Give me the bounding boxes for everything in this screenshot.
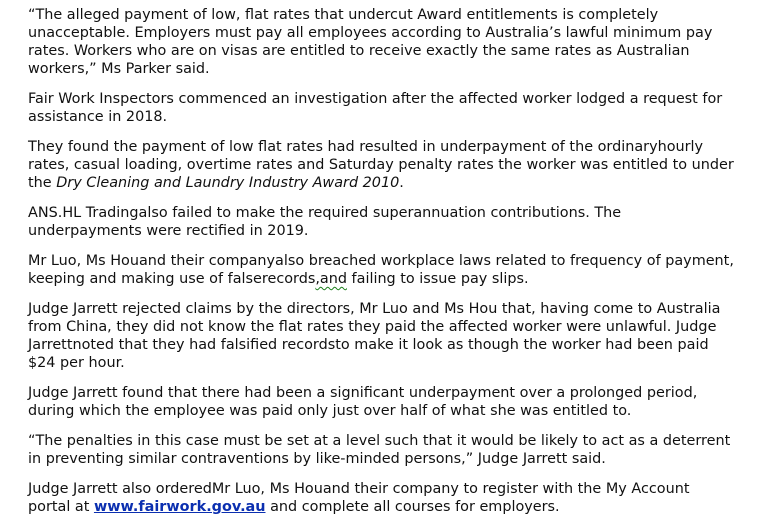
text-line: rates, casual loading, overtime rates and Saturday penalty rates the worker was entitled to under (28, 157, 734, 173)
award-title: Dry Cleaning and Laundry Industry Award 2010 (56, 175, 400, 191)
paragraph-investigation (28, 90, 752, 126)
text-line: Judge Jarrett also orderedMr Luo, Ms Houand their company to register with the My Account (28, 481, 690, 497)
text-fragment: failing to issue pay slips. (346, 271, 529, 287)
paragraph-claims-rejected (28, 300, 752, 372)
text-fragment: and complete all courses for employers. (265, 499, 560, 515)
text-line: ANS.HL Tradingalso failed to make the required superannuation contributions. The (28, 205, 622, 221)
text-line: Judge Jarrett found that there had been a significant underpayment over a prolonged period, (28, 385, 698, 401)
text-fragment: the (28, 175, 57, 191)
text-line: “The alleged payment of low, flat rates that undercut Award entitlements is completely (28, 7, 659, 23)
text-line: in preventing similar contraventions by like-minded persons,” Judge Jarrett said. (28, 451, 606, 467)
document-body (28, 6, 752, 528)
text-line: They found the payment of low flat rates had resulted in underpayment of the ordinaryhourly (28, 139, 704, 155)
text-line: assistance in 2018. (28, 109, 168, 125)
text-line (28, 270, 752, 288)
text-line (28, 498, 752, 516)
text-line: unacceptable. Employers must pay all employees according to Australia’s lawful minimum pay (28, 25, 713, 41)
text-line: Fair Work Inspectors commenced an investigation after the affected worker lodged a request for (28, 91, 723, 107)
text-fragment: portal at (28, 499, 94, 515)
text-line: Mr Luo, Ms Houand their companyalso breached workplace laws related to frequency of payment, (28, 253, 734, 269)
paragraph-penalties-quote (28, 432, 752, 468)
text-line: rates. Workers who are on visas are entitled to receive exactly the same rates as Australian (28, 43, 690, 59)
text-line: during which the employee was paid only just over half of what she was entitled to. (28, 403, 632, 419)
paragraph-parker-quote (28, 6, 752, 78)
text-fragment: keeping and making use of falserecords (28, 271, 316, 287)
paragraph-orders (28, 480, 752, 516)
text-line: Judge Jarrett rejected claims by the directors, Mr Luo and Ms Hou that, having come to Australia (28, 301, 721, 317)
fairwork-link[interactable]: www.fairwork.gov.au (93, 499, 266, 515)
paragraph-significant-underpayment (28, 384, 752, 420)
text-line: workers,” Ms Parker said. (28, 61, 210, 77)
paragraph-underpayment-findings (28, 138, 752, 192)
text-line: from China, they did not know the flat rates they paid the affected worker were unlawful. Judge (28, 319, 717, 335)
text-fragment: . (399, 175, 404, 191)
text-line: “The penalties in this case must be set at a level such that it would be likely to act as a deterrent (28, 433, 731, 449)
text-line: underpayments were rectified in 2019. (28, 223, 309, 239)
spellcheck-flagged-text[interactable]: ,and (315, 271, 347, 287)
paragraph-workplace-breaches (28, 252, 752, 288)
paragraph-superannuation (28, 204, 752, 240)
text-line: $24 per hour. (28, 355, 125, 371)
text-line: Jarrettnoted that they had falsified recordsto make it look as though the worker had been paid (28, 337, 709, 353)
text-line (28, 174, 752, 192)
